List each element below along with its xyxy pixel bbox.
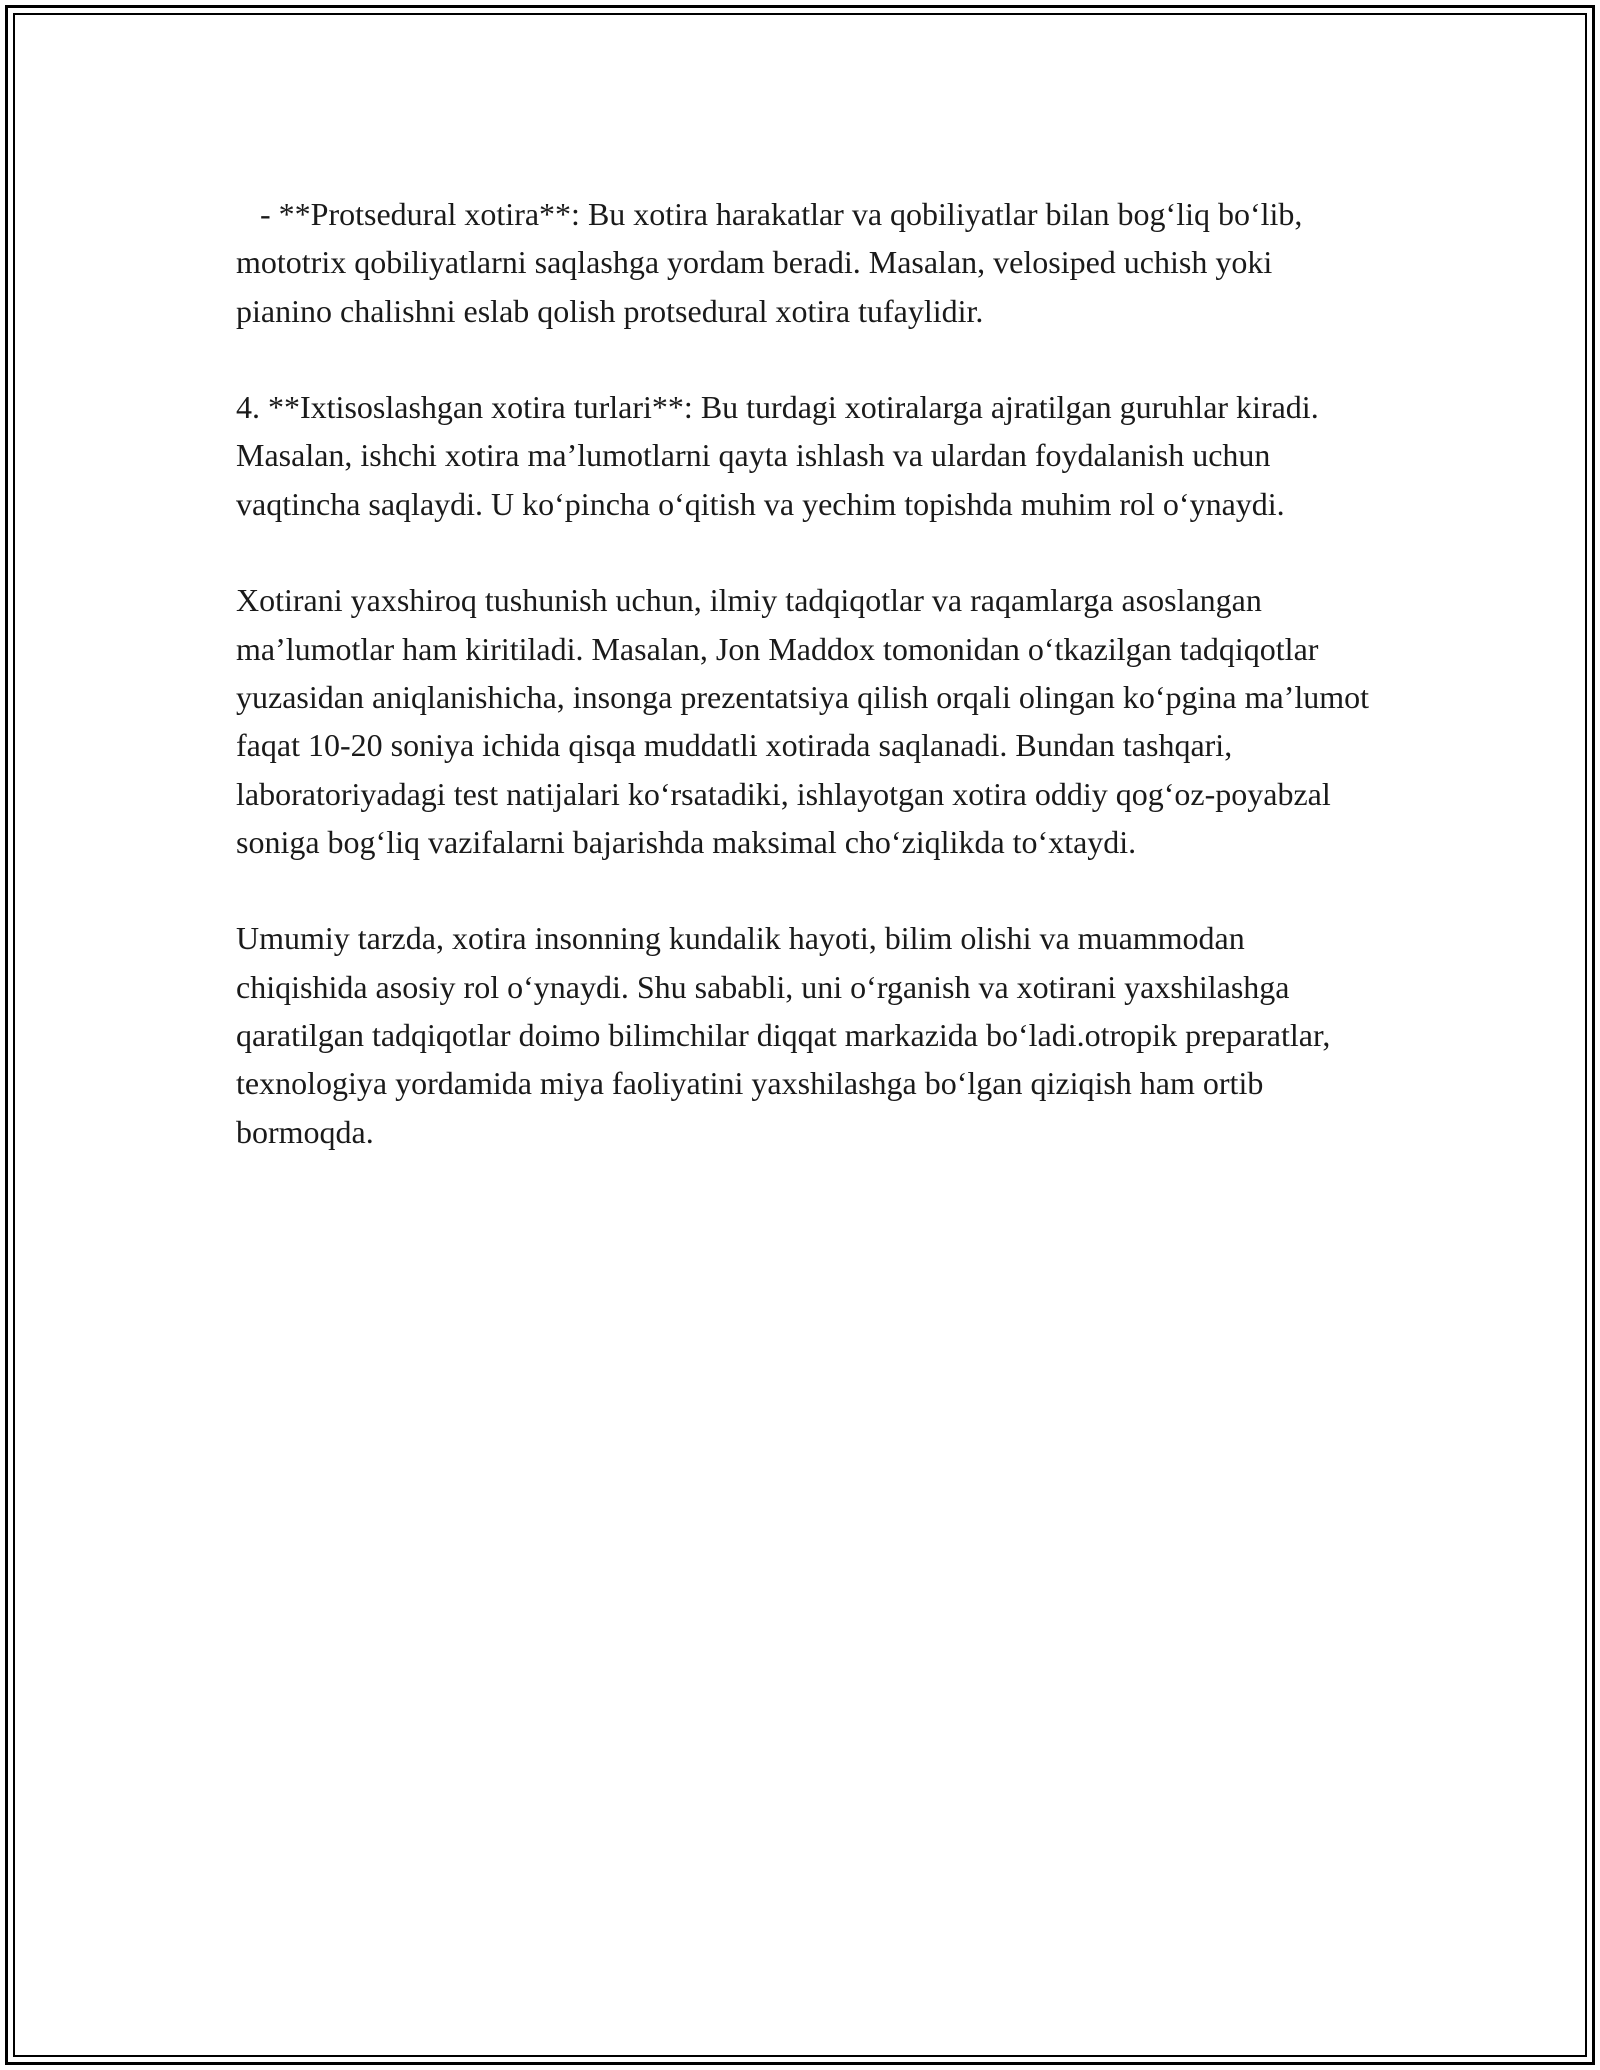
paragraph-procedural-memory: - **Protsedural xotira**: Bu xotira harakatlar va qobiliyatlar bilan bog‘liq bo‘lib, mototrix qobiliyatlarni saqlashga yordam beradi. Masalan, velosiped uchish yoki pianino chalishni eslab qolish protsedural xotira tufaylidir.: [236, 196, 1311, 329]
paragraph-research: Xotirani yaxshiroq tushunish uchun, ilmiy tadqiqotlar va raqamlarga asoslangan ma’lumotlar ham kiritiladi. Masalan, Jon Maddox tomonidan o‘tkazilgan tadqiqotlar yuzasidan aniqlanishicha, insonga prezentatsiya qilish orqali olingan ko‘pgina ma’lumot faqat 10-20 soniya ichida qisqa muddatli xotirada saqlanadi. Bundan tashqari, laboratoriyadagi test natijalari ko‘rsatadiki, ishlayotgan xotira oddiy qog‘oz-poyabzal soniga bog‘liq vazifalarni bajarishda maksimal cho‘ziqlikda to‘xtaydi.: [236, 582, 1378, 860]
document-body: [236, 190, 1376, 1204]
paragraph-conclusion: Umumiy tarzda, xotira insonning kundalik hayoti, bilim olishi va muammodan chiqishida asosiy rol o‘ynaydi. Shu sababli, uni o‘rganish va xotirani yaxshilashga qaratilgan tadqiqotlar doimo bilimchilar diqqat markazida bo‘ladi.otropik preparatlar, texnologiya yordamida miya faoliyatini yaxshilashga bo‘lgan qiziqish ham ortib bormoqda.: [236, 920, 1339, 1150]
paragraph-specialized-memory: 4. **Ixtisoslashgan xotira turlari**: Bu turdagi xotiralarga ajratilgan guruhlar kiradi. Masalan, ishchi xotira ma’lumotlarni qayta ishlash va ulardan foydalanish uchun vaqtincha saqlaydi. U ko‘pincha o‘qitish va yechim topishda muhim rol o‘ynaydi.: [236, 389, 1327, 522]
